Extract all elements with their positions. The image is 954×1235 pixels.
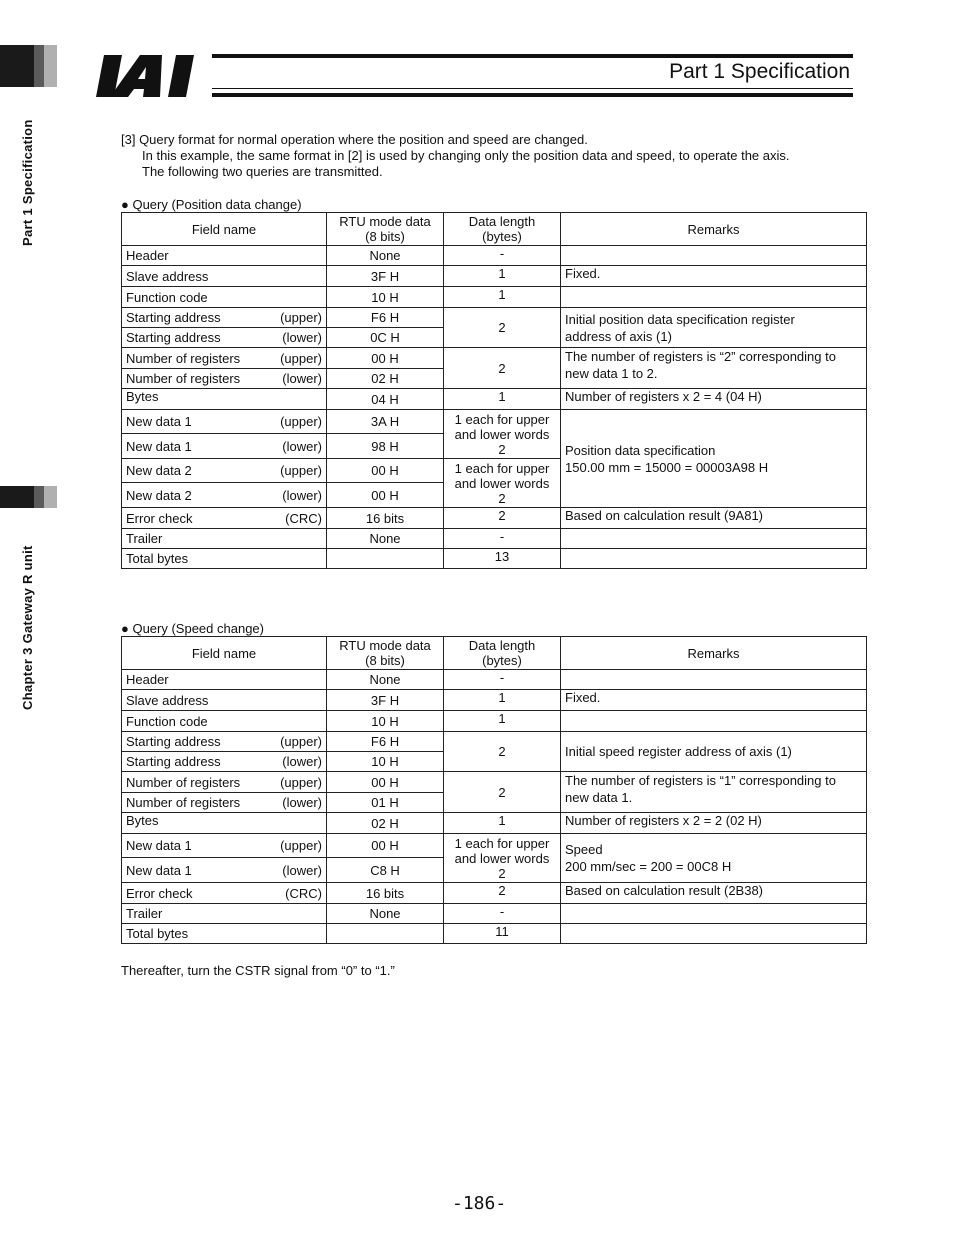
table-row: Starting address (upper) F6 H 2 Initial position data specification register address of axis (1)	[122, 308, 867, 328]
col-rtu: RTU mode data (8 bits)	[327, 637, 444, 670]
intro-line: The following two queries are transmitted.	[142, 164, 383, 179]
table-row: Header None -	[122, 246, 867, 266]
table-row: Number of registers (lower) 01 H	[122, 793, 867, 813]
table-row: New data 2 (lower) 00 H	[122, 483, 867, 508]
col-remarks: Remarks	[561, 637, 867, 670]
col-length: Data length (bytes)	[444, 213, 561, 246]
table-row: New data 1 (lower) C8 H	[122, 858, 867, 883]
table1-caption: ● Query (Position data change)	[121, 197, 302, 212]
intro-line: [3] Query format for normal operation where the position and speed are changed.	[121, 132, 588, 147]
table-row: New data 1 (lower) 98 H	[122, 434, 867, 459]
table-row: Slave address 3F H 1 Fixed.	[122, 266, 867, 287]
col-remarks: Remarks	[561, 213, 867, 246]
table-row: Error check (CRC) 16 bits 2 Based on calculation result (2B38)	[122, 883, 867, 904]
intro-line: In this example, the same format in [2] is used by changing only the position data and speed, to operate the axis.	[142, 148, 790, 163]
page-number: -186-	[452, 1193, 507, 1214]
footer-note: Thereafter, turn the CSTR signal from “0” to “1.”	[121, 963, 395, 978]
table-row: Starting address (upper) F6 H 2 Initial speed register address of axis (1)	[122, 732, 867, 752]
table-row: Error check (CRC) 16 bits 2 Based on calculation result (9A81)	[122, 508, 867, 529]
table-row: New data 1 (upper) 3A H 1 each for upper and lower words 2 Position data specification 150.00 mm = 15000 = 00003A98 H	[122, 410, 867, 434]
table-row: Trailer None -	[122, 904, 867, 924]
section-tab-marker-light	[44, 486, 57, 508]
chapter-tab-marker-mid	[34, 45, 44, 87]
table-row: Slave address 3F H 1 Fixed.	[122, 690, 867, 711]
header-rule-top	[212, 54, 853, 58]
speed-query-table	[121, 636, 867, 944]
table-row: Number of registers (upper) 00 H 2 The number of registers is “2” corresponding to new data 1 to 2.	[122, 348, 867, 369]
table-row: Number of registers (upper) 00 H 2 The number of registers is “1” corresponding to new data 1.	[122, 772, 867, 793]
table-row: Function code 10 H 1	[122, 711, 867, 732]
position-query-table	[121, 212, 867, 569]
chapter-tab-marker-light	[44, 45, 57, 87]
table-row: New data 2 (upper) 00 H 1 each for upper and lower words 2	[122, 459, 867, 483]
header-rule-bottom	[212, 93, 853, 97]
table-row: Trailer None -	[122, 529, 867, 549]
chapter-tab-marker	[0, 45, 34, 87]
side-chapter-label: Chapter 3 Gateway R unit	[20, 545, 35, 710]
section-tab-marker-mid	[34, 486, 44, 508]
page-title: Part 1 Specification	[669, 60, 850, 83]
col-rtu: RTU mode data (8 bits)	[327, 213, 444, 246]
iai-logo	[96, 53, 216, 99]
section-tab-marker	[0, 486, 34, 508]
col-length: Data length (bytes)	[444, 637, 561, 670]
table-row: Starting address (lower) 10 H	[122, 752, 867, 772]
table-row: Total bytes 13	[122, 549, 867, 569]
table-row: Total bytes 11	[122, 924, 867, 944]
table-row: Bytes 02 H 1 Number of registers x 2 = 2 (02 H)	[122, 813, 867, 834]
table-row: Bytes 04 H 1 Number of registers x 2 = 4 (04 H)	[122, 389, 867, 410]
intro-text	[121, 132, 790, 180]
table-row: Starting address (lower) 0C H	[122, 328, 867, 348]
header-rule-thin	[212, 88, 853, 89]
table-row: New data 1 (upper) 00 H 1 each for upper and lower words 2 Speed 200 mm/sec = 200 = 00C8 H	[122, 834, 867, 858]
table-row: Header None -	[122, 670, 867, 690]
table2-caption: ● Query (Speed change)	[121, 621, 264, 636]
table-row: Function code 10 H 1	[122, 287, 867, 308]
side-part-label: Part 1 Specification	[20, 119, 35, 246]
table-row: Number of registers (lower) 02 H	[122, 369, 867, 389]
col-field-name: Field name	[122, 213, 327, 246]
col-field-name: Field name	[122, 637, 327, 670]
